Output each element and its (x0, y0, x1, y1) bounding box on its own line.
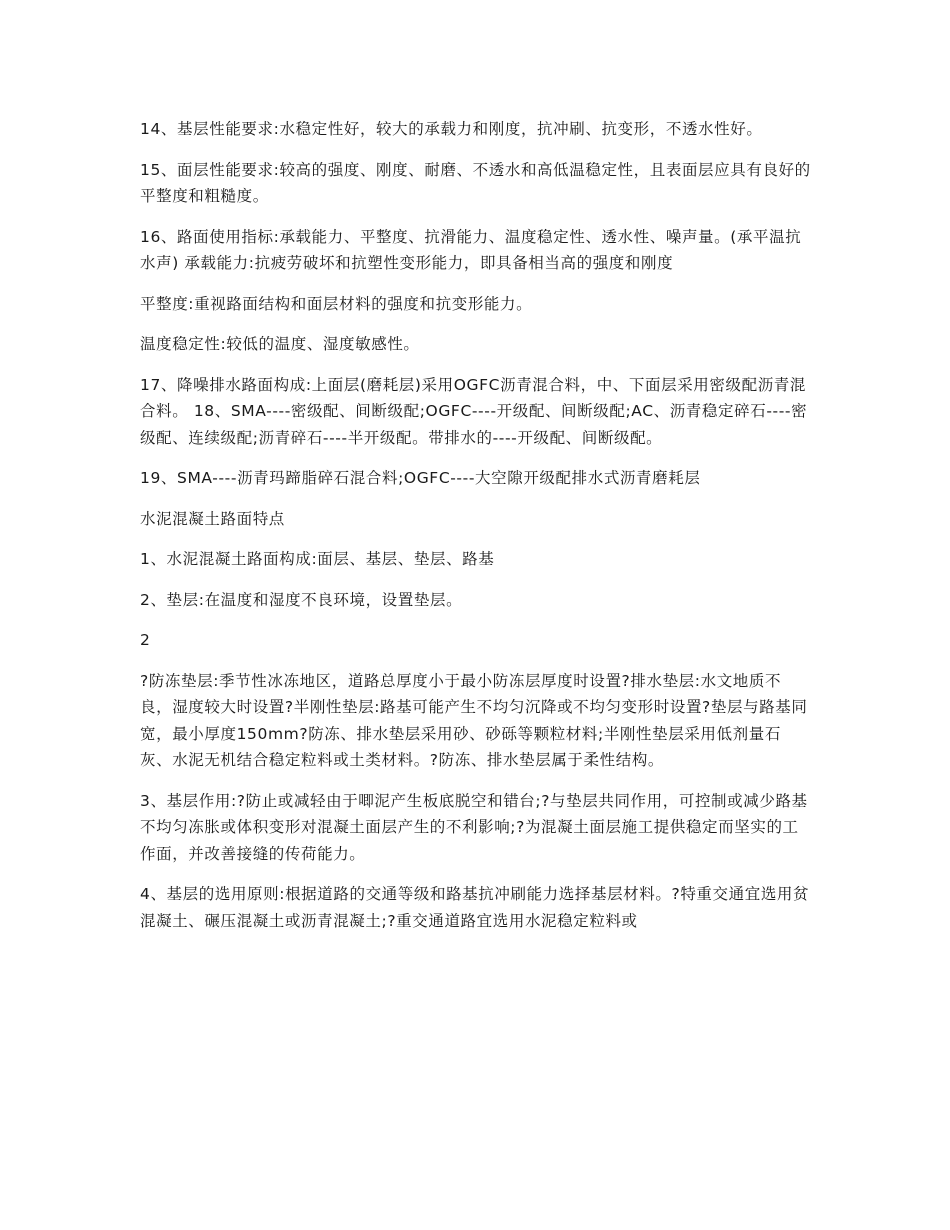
paragraph-2-cushion-layer: 2、垫层:在温度和湿度不良环境，设置垫层。 (140, 590, 463, 609)
paragraph-19-sma-ogfc: 19、SMA----沥青玛蹄脂碎石混合料;OGFC----大空隙开级配排水式沥青磨耗层 (140, 469, 701, 487)
paragraph-4-base-layer-selection: 4、基层的选用原则:根据道路的交通等级和路基抗冲刷能力选择基层材料。?特重交通宜选用贫混凝土、碾压混凝土或沥青混凝土;?重交通道路宜选用水泥稳定粒料或 (140, 885, 810, 930)
paragraph-temperature-stability: 温度稳定性:较低的温度、湿度敏感性。 (140, 335, 420, 353)
paragraph-16-pavement-indicators: 16、路面使用指标:承载能力、平整度、抗滑能力、温度稳定性、透水性、噪声量。(承平温抗水声) 承载能力:抗疲劳破坏和抗塑性变形能力，即具备相当高的强度和刚度 (140, 227, 802, 272)
document-body (140, 116, 812, 948)
paragraph-flatness: 平整度:重视路面结构和面层材料的强度和抗变形能力。 (140, 294, 533, 313)
paragraph-1-concrete-composition: 1、水泥混凝土路面构成:面层、基层、垫层、路基 (140, 550, 495, 568)
paragraph-3-base-layer-function: 3、基层作用:?防止或减轻由于唧泥产生板底脱空和错台;?与垫层共同作用，可控制或减少路基不均匀冻胀或体积变形对混凝土面层产生的不利影响;?为混凝土面层施工提供稳定而坚实的工作面，并改善接缝的传荷能力。 (140, 791, 808, 863)
paragraph-14-base-layer-requirements: 14、基层性能要求:水稳定性好，较大的承载力和刚度，抗冲刷、抗变形，不透水性好。 (140, 120, 763, 138)
paragraph-15-surface-layer-requirements: 15、面层性能要求:较高的强度、刚度、耐磨、不透水和高低温稳定性，且表面层应具有良好的平整度和粗糙度。 (140, 160, 811, 205)
page-number: 2 (140, 631, 151, 649)
paragraph-17-18-drainage-pavement: 17、降噪排水路面构成:上面层(磨耗层)采用OGFC沥青混合料，中、下面层采用密级配沥青混合料。 18、SMA----密级配、间断级配;OGFC----开级配、间断级配;AC、沥青稳定碎石----密级配、连续级配;沥青碎石----半开级配。带排水的----开级配、间断级配。 (140, 375, 808, 447)
section-heading-cement-concrete: 水泥混凝土路面特点 (140, 509, 285, 528)
paragraph-cushion-layer-types: ?防冻垫层:季节性冰冻地区，道路总厚度小于最小防冻层厚度时设置?排水垫层:水文地质不良，湿度较大时设置?半刚性垫层:路基可能产生不均匀沉降或不均匀变形时设置?垫层与路基同宽，最小厚度150mm?防冻、排水垫层采用砂、砂砾等颗粒材料;半刚性垫层采用低剂量石灰、水泥无机结合稳定粒料或土类材料。?防冻、排水垫层属于柔性结构。 (140, 671, 808, 769)
